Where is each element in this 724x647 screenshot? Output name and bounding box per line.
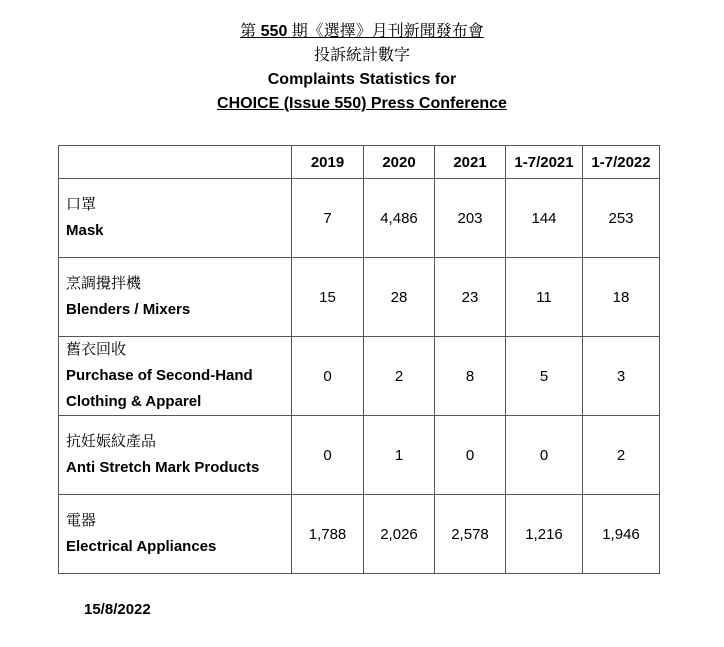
issue-number: 550	[260, 23, 288, 40]
category-label-en: Blenders / Mixers	[66, 301, 191, 318]
value-cell: 11	[506, 258, 583, 337]
category-label-zh: 烹調攪拌機	[66, 275, 142, 292]
table-row	[59, 258, 660, 337]
value-cell: 5	[506, 337, 583, 416]
table-row	[59, 495, 660, 574]
category-label-en: Electrical Appliances	[66, 538, 217, 555]
document-header	[0, 20, 724, 116]
value-cell: 8	[435, 337, 506, 416]
complaints-table	[58, 145, 660, 574]
category-cell	[59, 258, 292, 337]
title-en-line2: CHOICE (Issue 550) Press Conference	[217, 95, 507, 112]
value-cell: 2,578	[435, 495, 506, 574]
category-label-zh: 舊衣回收	[66, 341, 127, 358]
table-header-row	[59, 146, 660, 179]
value-cell: 2	[583, 416, 660, 495]
category-cell	[59, 179, 292, 258]
value-cell: 0	[292, 416, 364, 495]
value-cell: 0	[506, 416, 583, 495]
value-cell: 28	[364, 258, 435, 337]
header-cell-period: 1-7/2022	[583, 146, 660, 179]
header-cell-year: 2021	[435, 146, 506, 179]
category-cell	[59, 337, 292, 416]
category-cell	[59, 495, 292, 574]
value-cell: 203	[435, 179, 506, 258]
table-row	[59, 416, 660, 495]
value-cell: 3	[583, 337, 660, 416]
value-cell: 15	[292, 258, 364, 337]
value-cell: 1,216	[506, 495, 583, 574]
category-label-zh: 口罩	[66, 196, 97, 213]
value-cell: 23	[435, 258, 506, 337]
table-row	[59, 337, 660, 416]
value-cell: 4,486	[364, 179, 435, 258]
value-cell: 0	[435, 416, 506, 495]
title-zh	[0, 20, 724, 44]
subtitle-zh: 投訴統計數字	[313, 47, 410, 64]
value-cell: 2	[364, 337, 435, 416]
category-label-en: Mask	[66, 222, 104, 239]
category-label-zh: 電器	[66, 512, 97, 529]
header-cell-year: 2020	[364, 146, 435, 179]
value-cell: 1,788	[292, 495, 364, 574]
category-label-zh: 抗妊娠紋產品	[66, 433, 157, 450]
category-cell	[59, 416, 292, 495]
header-cell-year: 2019	[292, 146, 364, 179]
value-cell: 2,026	[364, 495, 435, 574]
value-cell: 253	[583, 179, 660, 258]
table-row	[59, 179, 660, 258]
value-cell: 1,946	[583, 495, 660, 574]
title-prefix: 第	[240, 23, 257, 40]
header-cell-period: 1-7/2021	[506, 146, 583, 179]
category-label-en: Purchase of Second-Hand Clothing & Apparel	[66, 367, 253, 410]
value-cell: 18	[583, 258, 660, 337]
title-en-line1: Complaints Statistics for	[267, 71, 457, 88]
value-cell: 0	[292, 337, 364, 416]
value-cell: 1	[364, 416, 435, 495]
header-cell-category	[59, 146, 292, 179]
category-label-en: Anti Stretch Mark Products	[66, 459, 260, 476]
value-cell: 144	[506, 179, 583, 258]
value-cell: 7	[292, 179, 364, 258]
document-date: 15/8/2022	[84, 601, 151, 618]
title-suffix: 期《選擇》月刊新聞發布會	[291, 23, 484, 40]
